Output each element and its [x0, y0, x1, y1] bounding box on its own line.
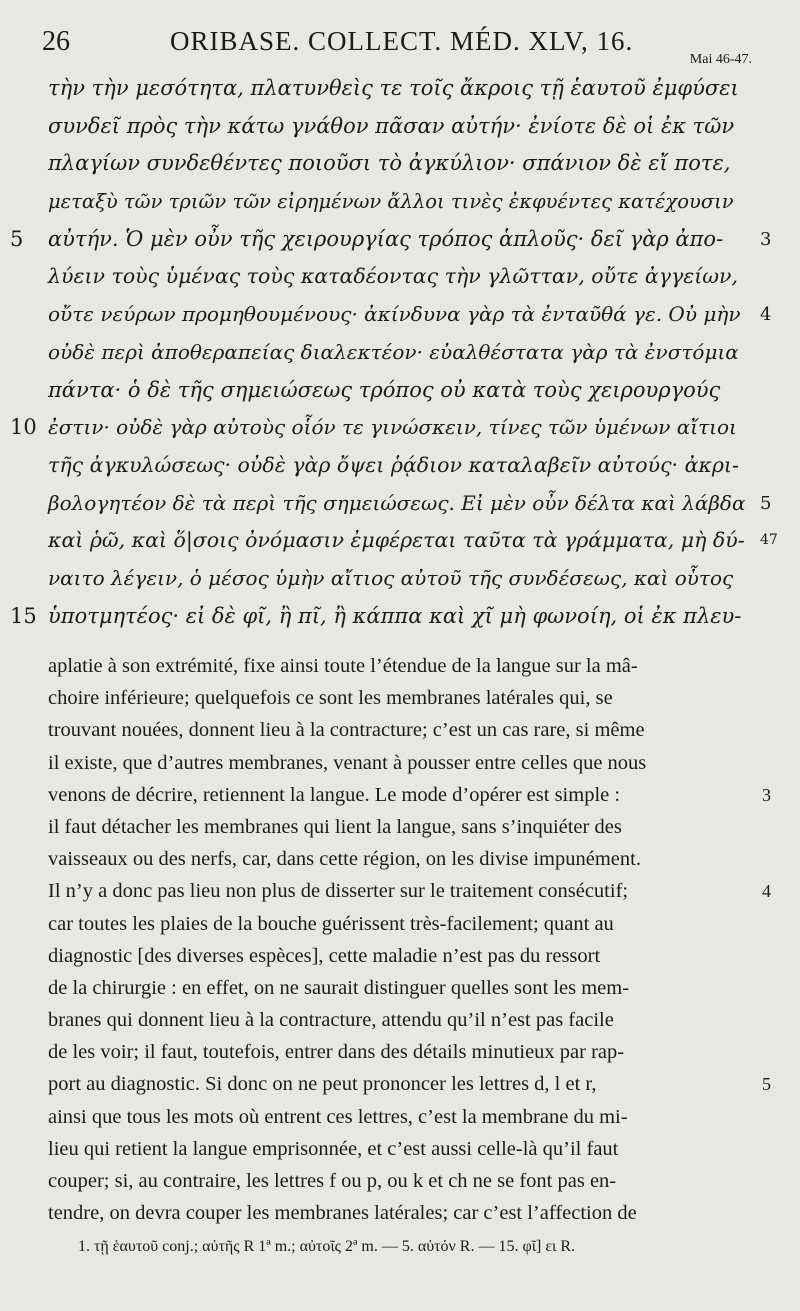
greek-text-block — [0, 70, 800, 635]
french-line — [0, 1197, 800, 1229]
french-line — [0, 650, 800, 682]
line-text: ναιτο λέγειν, ὁ μέσος ὑμὴν αἴτιος αὐτοῦ τῆς συνδέσεως, καὶ οὗτος — [48, 565, 734, 590]
line-text: μεταξὺ τῶν τριῶν τῶν εἰρημένων ἄλλοι τινὲς ἐκφυέντες κατέχουσιν — [48, 190, 734, 214]
greek-line — [0, 145, 800, 183]
greek-line — [0, 183, 800, 221]
line-text: καὶ ῥῶ, καὶ ὅ|σοις ὀνόμασιν ἐμφέρεται ταῦτα τὰ γράμματα, μὴ δύ- — [48, 528, 745, 553]
line-text: port au diagnostic. Si donc on ne peut prononcer les lettres d, l et r, — [48, 1073, 597, 1096]
line-text: βολογητέον δὲ τὰ περὶ τῆς σημειώσεως. Εἰ μὲν οὖν δέλτα καὶ λάβδα — [48, 490, 746, 515]
french-line — [0, 1133, 800, 1165]
line-text: diagnostic [des diverses espèces], cette maladie n’est pas du ressort — [48, 944, 601, 967]
line-text: Il n’y a donc pas lieu non plus de disserter sur le traitement consécutif; — [48, 880, 629, 903]
line-text: ἐστιν· οὐδὲ γὰρ αὐτοὺς οἷόν τε γινώσκειν, τίνες τῶν ὑμένων αἴτιοι — [48, 415, 737, 440]
page-number: 26 — [42, 26, 70, 57]
margin-section-number: 5 — [760, 492, 772, 514]
line-text: lieu qui retient la langue emprisonnée, et c’est aussi celle-là qu’il faut — [48, 1137, 619, 1160]
line-number: 5 — [10, 226, 24, 251]
line-text: trouvant nouées, donnent lieu à la contracture; c’est un cas rare, si même — [48, 719, 645, 742]
line-text: choire inférieure; quelquefois ce sont les membranes latérales qui, se — [48, 687, 613, 710]
line-text: οὐδὲ περὶ ἀποθεραπείας διαλεκτέον· εὐαλθέστατα γὰρ τὰ ἐνστόμια — [48, 339, 739, 364]
line-text: ὑποτμητέος· εἰ δὲ φῖ, ἢ πῖ, ἢ κάππα καὶ χῖ μὴ φωνοίη, οἱ ἐκ πλευ- — [48, 603, 742, 628]
greek-line — [0, 522, 800, 560]
greek-line — [0, 108, 800, 146]
greek-line — [0, 372, 800, 410]
margin-section-number: 3 — [762, 784, 771, 805]
line-text: ainsi que tous les mots où entrent ces lettres, c’est la membrane du mi- — [48, 1105, 628, 1128]
french-line — [0, 811, 800, 843]
line-text: τὴν τὴν μεσότητα, πλατυνθεὶς τε τοῖς ἄκροις τῇ ἑαυτοῦ ἐμφύσει — [48, 76, 739, 100]
greek-line — [0, 296, 800, 334]
line-text: vaisseaux ou des nerfs, car, dans cette région, on les divise impunément. — [48, 848, 641, 871]
line-text: venons de décrire, retiennent la langue. Le mode d’opérer est simple : — [48, 783, 621, 806]
line-text: il existe, que d’autres membranes, venant à pousser entre celles que nous — [48, 751, 647, 774]
greek-line — [0, 485, 800, 523]
french-line — [0, 843, 800, 875]
line-text: λύειν τοὺς ὑμένας τοὺς καταδέοντας τὴν γλῶτταν, οὔτε ἀγγείων, — [48, 264, 738, 289]
page-header — [0, 22, 800, 67]
line-text: il faut détacher les membranes qui lient la langue, sans s’inquiéter des — [48, 815, 622, 838]
critical-apparatus-footnote: 1. τῇ ἑαυτοῦ conj.; αὐτῆς R 1ª m.; αὐτοῖς 2ª m. — 5. αὐτόν R. — 15. φῖ] ει R. — [78, 1238, 576, 1255]
line-text: πλαγίων συνδεθέντες ποιοῦσι τὸ ἀγκύλιον· σπάνιον δὲ εἴ ποτε, — [48, 151, 731, 176]
margin-section-number: 4 — [762, 881, 771, 902]
line-number: 15 — [10, 603, 37, 628]
french-line — [0, 972, 800, 1004]
greek-line — [0, 447, 800, 485]
line-number: 10 — [10, 415, 37, 440]
line-text: οὔτε νεύρων προμηθουμένους· ἀκίνδυνα γὰρ τὰ ἐνταῦθά γε. Οὐ μὴν — [48, 302, 741, 327]
french-translation-block — [0, 650, 800, 1229]
greek-line — [0, 560, 800, 598]
french-line — [0, 1101, 800, 1133]
line-text: συνδεῖ πρὸς τὴν κάτω γνάθον πᾶσαν αὐτήν· ἐνίοτε δὲ οἱ ἐκ τῶν — [48, 113, 735, 138]
french-line — [0, 1004, 800, 1036]
french-line — [0, 682, 800, 714]
french-line — [0, 940, 800, 972]
greek-line — [0, 409, 800, 447]
greek-line — [0, 598, 800, 636]
margin-section-number: 5 — [762, 1074, 771, 1095]
french-line — [0, 1068, 800, 1100]
running-title: ORIBASE. COLLECT. MÉD. XLV, 16. — [170, 26, 634, 56]
line-text: couper; si, au contraire, les lettres f ou p, ou k et ch ne se font pas en- — [48, 1170, 617, 1192]
margin-section-number: 4 — [760, 304, 772, 326]
french-line — [0, 1165, 800, 1197]
line-text: de les voir; il faut, toutefois, entrer dans des détails minutieux par rap- — [48, 1041, 625, 1064]
margin-section-number: 3 — [760, 228, 772, 250]
line-text: de la chirurgie : en effet, on ne saurait distinguer quelles sont les mem- — [48, 976, 630, 999]
line-text: πάντα· ὁ δὲ τῆς σημειώσεως τρόπος οὐ κατὰ τοὺς χειρουργούς — [48, 377, 721, 402]
greek-line — [0, 221, 800, 259]
french-line — [0, 747, 800, 779]
line-text: branes qui donnent lieu à la contracture, attendu qu’il n’est pas facile — [48, 1009, 614, 1032]
french-line — [0, 908, 800, 940]
greek-line — [0, 258, 800, 296]
french-line — [0, 779, 800, 811]
line-text: aplatie à son extrémité, fixe ainsi toute l’étendue de la langue sur la mâ- — [48, 655, 638, 677]
french-line — [0, 875, 800, 907]
margin-section-number: 47 — [760, 532, 778, 549]
line-text: τῆς ἀγκυλώσεως· οὐδὲ γὰρ ὄψει ῥᾴδιον καταλαβεῖν αὐτούς· ἀκρι- — [48, 452, 739, 477]
line-text: αὐτήν. Ὁ μὲν οὖν τῆς χειρουργίας τρόπος ἁπλοῦς· δεῖ γὰρ ἀπο- — [48, 226, 724, 251]
greek-line — [0, 334, 800, 372]
margin-reference: Mai 46-47. — [689, 52, 752, 67]
line-text: tendre, on devra couper les membranes latérales; car c’est l’affection de — [48, 1202, 637, 1225]
greek-line — [0, 70, 800, 108]
french-line — [0, 1036, 800, 1068]
french-line — [0, 714, 800, 746]
line-text: car toutes les plaies de la bouche guérissent très-facilement; quant au — [48, 912, 614, 935]
